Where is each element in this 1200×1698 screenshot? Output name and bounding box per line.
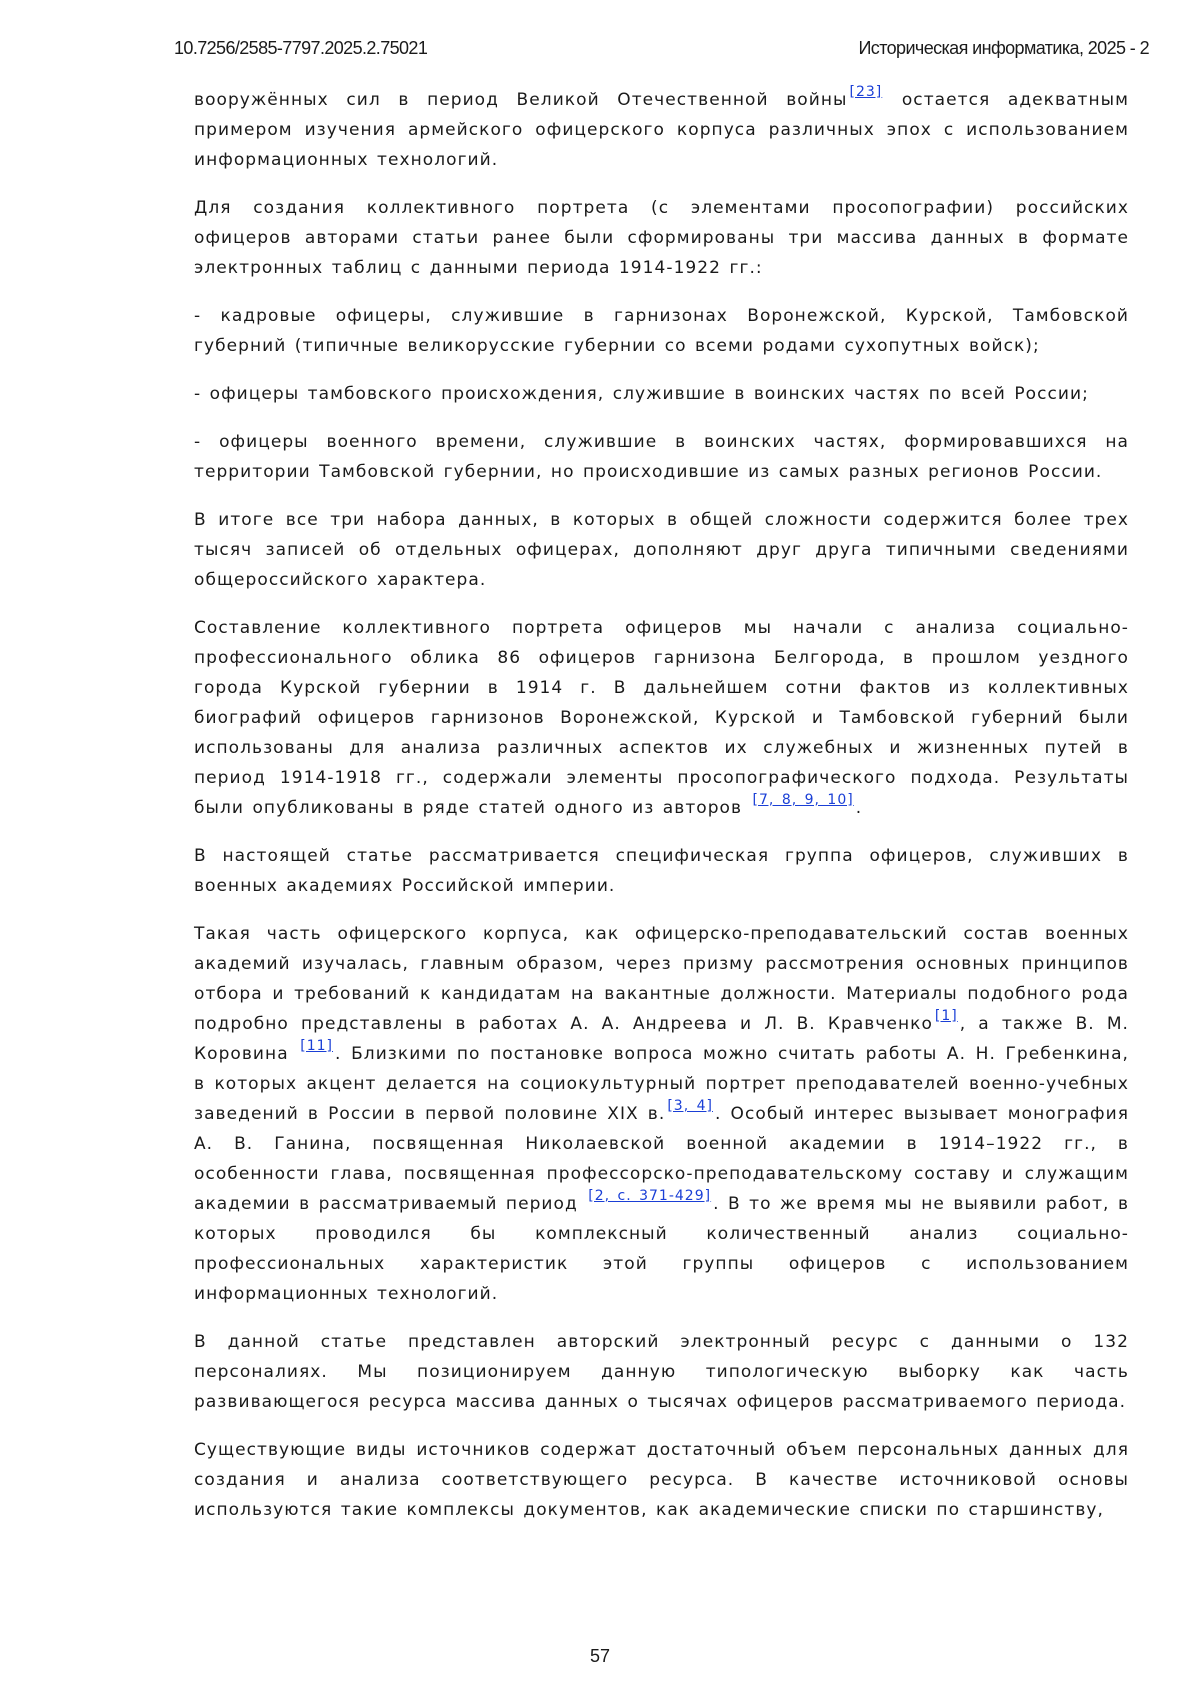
doi-label: 10.7256/2585-7797.2025.2.75021 <box>174 37 428 58</box>
citation-link[interactable]: [23] <box>849 84 883 100</box>
list-item-paragraph: - офицеры тамбовского происхождения, служившие в воинских частях по всей России; <box>194 384 1089 404</box>
citation-link[interactable]: [2, с. 371-429] <box>588 1188 712 1204</box>
paragraph-text: . В то же время мы не выявили работ, в которых проводился бы комплексный количественный анализ социально-профессиональных характеристик этой группы офицеров с использованием информационных технологий. <box>194 1194 1130 1304</box>
paragraph: В данной статье представлен авторский электронный ресурс с данными о 132 персоналиях. Мы позиционируем данную типологическую выборку как часть развивающегося ресурса массива данных о тысячах офицеров рассматриваемого периода. <box>194 1332 1129 1412</box>
paragraph-text: . <box>855 798 863 818</box>
paragraph <box>194 85 1129 175</box>
page-number: 57 <box>589 1646 611 1666</box>
paragraph-text: , а также В. М. Коровина <box>194 1014 1130 1064</box>
citation-link[interactable]: [7, 8, 9, 10] <box>752 792 854 808</box>
paragraph-text: Такая часть офицерского корпуса, как офицерско-преподавательский состав военных академий изучалась, главным образом, через призму рассмотрения основных принципов отбора и требований к кандидатам на вакантные должности. Материалы подобного рода подробно представлены в работах А. А. Андреева и Л. В. Кравченко <box>194 924 1129 1034</box>
citation-link[interactable]: [11] <box>300 1038 334 1054</box>
article-body <box>194 85 1129 1543</box>
citation-link[interactable]: [1] <box>934 1008 958 1024</box>
paragraph: Существующие виды источников содержат достаточный объем персональных данных для создания и анализа соответствующего ресурса. В качестве источниковой основы используются такие комплексы документов, как академические списки по старшинству, <box>194 1440 1129 1520</box>
paragraph-text: Составление коллективного портрета офицеров мы начали с анализа социально-профессионального облика 86 офицеров гарнизона Белгорода, в прошлом уездного города Курской губернии в 1914 г. В дальнейшем сотни фактов из коллективных биографий офицеров гарнизонов Воронежской, Курской и Тамбовской губерний были использованы для анализа различных аспектов их служебных и жизненных путей в период 1914-1918 гг., содержали элементы просопографического подхода. Результаты были опубликованы в ряде статей одного из авторов <box>194 618 1129 818</box>
paragraph: В настоящей статье рассматривается специфическая группа офицеров, служивших в военных академиях Российской империи. <box>194 846 1129 896</box>
paragraph-text: вооружённых сил в период Великой Отечественной войны <box>194 90 848 110</box>
list-item-paragraph: - офицеры военного времени, служившие в воинских частях, формировавшихся на территории Тамбовской губернии, но происходившие из самых разных регионов России. <box>194 432 1129 482</box>
journal-issue-label: Историческая информатика, 2025 - 2 <box>858 37 1149 58</box>
paragraph: Для создания коллективного портрета (с элементами просопографии) российских офицеров авторами статьи ранее были сформированы три массива данных в формате электронных таблиц с данными периода 1914-1922 гг.: <box>194 198 1129 278</box>
running-head <box>174 36 1149 60</box>
paragraph-text: . Особый интерес вызывает монография А. В. Ганина, посвященная Николаевской военной академии в 1914–1922 гг., в особенности глава, посвященная профессорско-преподавательскому составу и служащим академии в рассматриваемый период <box>194 1104 1129 1214</box>
paragraph: В итоге все три набора данных, в которых в общей сложности содержится более трех тысяч записей об отдельных офицерах, дополняют друг друга типичными сведениями общероссийского характера. <box>194 510 1129 590</box>
paragraph-text: остается адекватным примером изучения армейского офицерского корпуса различных эпох с использованием информационных технологий. <box>194 90 1129 170</box>
list-item-paragraph: - кадровые офицеры, служившие в гарнизонах Воронежской, Курской, Тамбовской губерний (типичные великорусские губернии со всеми родами сухопутных войск); <box>194 306 1129 356</box>
paragraph <box>194 613 1129 823</box>
paragraph <box>194 919 1129 1309</box>
citation-link[interactable]: [3, 4] <box>667 1098 713 1114</box>
paragraph-text: . Близкими по постановке вопроса можно считать работы А. Н. Гребенкина, в которых акцент делается на социокультурный портрет преподавателей военно-учебных заведений в России в первой половине XIX в. <box>194 1044 1129 1124</box>
